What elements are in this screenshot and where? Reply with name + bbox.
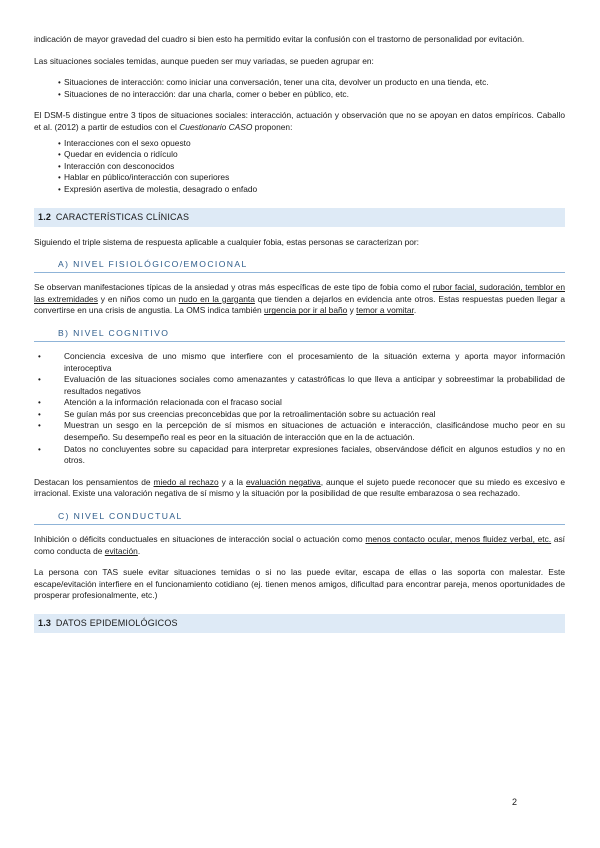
list-item: • Situaciones de no interacción: dar una charla, comer o beber en público, etc. [34,89,565,101]
text-span: Inhibición o déficits conductuales en situaciones de interacción social o actuación como [34,534,366,545]
paragraph-intro: indicación de mayor gravedad del cuadro si bien esto ha permitido evitar la confusión con el trastorno de personalidad por evitación. [34,34,525,44]
text-span: Destacan los pensamientos de [34,476,154,487]
list-item: • Datos no concluyentes sobre su capacidad para interpretar expresiones faciales, observándose déficit en algunos estudios y no en otros. [34,444,565,467]
text-span: . [137,545,141,556]
underlined-term: temor a vomitar [356,305,414,316]
list-item: • Muestran un sesgo en la percepción de sí mismos en situaciones de actuación e interacción, clasificándose mucho peor en su desempeño. Su desempeño real es peor en la situación de interacción que en la de actuación. [34,420,565,443]
page-number: 2 [512,797,518,807]
list-item: • Quedar en evidencia o ridículo [34,149,565,161]
text-span: y a la [218,476,246,487]
list-cognitivo [34,351,565,467]
text-span: , aunque el sujeto puede reconocer que su miedo es excesivo e irracional. Existe una valoración negativa de sí mismo y la situación por la posibilidad de que resulte embarazosa o sea rechazado. [34,476,566,499]
underlined-term: evitación [104,545,138,556]
underlined-term: miedo al rechazo [153,476,219,487]
list-item: • Hablar en público/interacción con superiores [34,172,565,184]
list-caso [34,138,565,196]
underlined-term: rubor facial, sudoración, temblor en las extremidades [34,282,566,304]
page-content [34,34,565,643]
text-span: Se observan manifestaciones típicas de la ansiedad y otras más específicas de este tipo de fobia como el [34,282,433,293]
text-span: . [413,305,417,316]
subheading-nivel-conductual: C) NIVEL CONDUCTUAL [34,510,565,525]
section-number: 1.2 [38,211,52,222]
section-heading-1-2 [34,208,565,227]
list-situaciones [34,77,565,100]
list-item: • Interacciones con el sexo opuesto [34,138,565,150]
list-item: • Expresión asertiva de molestia, desagrado o enfado [34,184,565,196]
subheading-nivel-cognitivo: B) NIVEL COGNITIVO [34,327,565,342]
section-title: DATOS EPIDEMIOLÓGICOS [55,618,178,628]
paragraph-triple-sistema: Siguiendo el triple sistema de respuesta aplicable a cualquier fobia, estas personas se caracterizan por: [34,236,420,247]
paragraph-tas: La persona con TAS suele evitar situaciones temidas o si no las puede evitar, escapa de ellas o las soporta con malestar. Este escape/evitación interfiere en el funcionamiento cotidiano (ej. tienen menos amigos, dificultad para encontrar pareja, menos oportunidades de prosperar profesionalmente, etc.) [34,567,565,601]
list-item: • Se guían más por sus creencias preconcebidas que por la retroalimentación sobre su actuación real [34,409,565,421]
section-heading-1-3 [34,614,565,633]
underlined-term: urgencia por ir al baño [263,305,348,316]
subheading-nivel-fisiologico: A) NIVEL FISIOLÓGICO/EMOCIONAL [34,258,565,273]
underlined-term: menos contacto ocular, menos fluidez verbal, etc. [365,534,552,545]
list-item: • Situaciones de interacción: como iniciar una conversación, tener una cita, devolver un producto en una tienda, etc. [34,77,565,89]
underlined-term: nudo en la garganta [178,293,255,304]
section-title: CARACTERÍSTICAS CLÍNICAS [55,211,190,222]
list-item: • Evaluación de las situaciones sociales como amenazantes y catastróficas lo que lleva a anticipar y sobreestimar la probabilidad de resultados negativos [34,374,565,397]
paragraph-inhibicion [34,534,565,557]
list-item: • Interacción con desconocidos [34,161,565,173]
paragraph-destacan [34,477,565,500]
list-item: • Atención a la información relacionada con el fracaso social [34,397,565,409]
list-item: • Conciencia excesiva de uno mismo que interfiere con el procesamiento de la situación externa y aporta mayor información interoceptiva [34,351,565,374]
text-span: así como conducta de [34,534,566,556]
section-number: 1.3 [38,618,52,628]
text-span: y [347,305,357,316]
paragraph-fisiologico [34,282,565,317]
text-span: y en niños como un [97,293,179,304]
paragraph-situaciones: Las situaciones sociales temidas, aunque pueden ser muy variadas, se pueden agrupar en: [34,55,374,66]
text-span: proponen: [252,121,293,132]
underlined-term: evaluación negativa [246,476,321,487]
cuestionario-caso-title: Cuestionario CASO [179,121,253,132]
text-span: El DSM-5 distingue entre 3 tipos de situaciones sociales: interacción, actuación y observación que no se apoyan en datos empíricos. Caballo et al. (2012) a partir de estudios con el [34,110,565,132]
paragraph-dsm [34,110,565,133]
text-span: que tienden a dejarlos en evidencia ante otros. Estas respuestas pueden llegar a convertirse en una crisis de angustia. La OMS indica también [34,293,566,316]
